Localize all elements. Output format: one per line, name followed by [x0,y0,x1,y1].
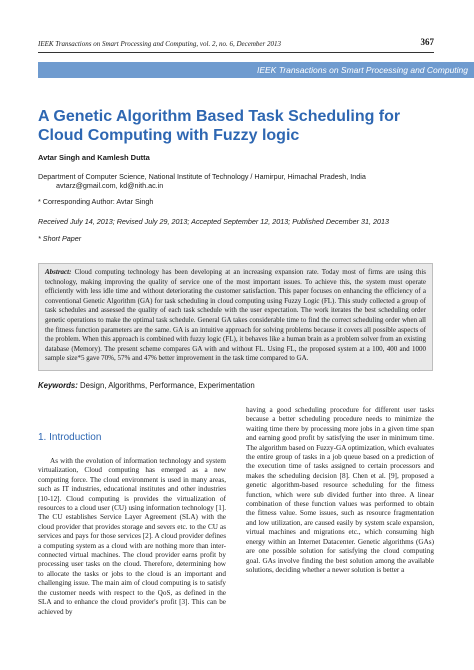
affiliation: Department of Computer Science, National Institute of Technology / Hamirpur, Himachal Pradesh, India [38,172,366,181]
header-rule [38,52,434,53]
body-column-left [38,457,226,657]
intro-paragraph-continued: having a good scheduling procedure for different user tasks because a better scheduling procedure needs to minimize the waiting time there by processing more jobs in a given time span and earning good profit by satisfying the user in minimum time. The algorithm based on Fuzzy-GA optimization, which evaluates the entire group of tasks in a job queue based on a prediction of the execution time of tasks assigned to certain processors and makes the scheduling decision [8]. Chen et al. [9], proposed a genetic algorithm-based resource scheduling for the fitness function, which were sub divided further into three. A linear combination of these function values was performed to obtain the fitness value. Some issues, such as resource fragmentation and low utilization, are caused easily by system scale expansion, virtual machines and migrations etc., which consuming high energy within an Internet Datacenter. Genetic algorithms (GAs) are one possible solution for satisfying the cloud computing goal. GAs involve finding the best solution among the available solutions, deciding whether a newer solution is better a [246,406,434,574]
body-column-right [246,406,434,656]
abstract-text: Cloud computing technology has been developing at an increasing expansion rate. Today most of firms are using this technology, making improving the quality of service one of the most important issues. To achieve this, the system must operate efficiently with less idle time and without deteriorating the customer satisfaction. This paper focuses on enhancing the efficiency of a conventional Genetic Algorithm (GA) for task scheduling in cloud computing using Fuzzy Logic (FL). This study collected a group of task schedules and assessed the quality of each task schedule with the user expectation. The work iterates the best scheduling order genetic operations to make the optimal task schedule. General GA takes considerable time to find the correct scheduling order when all the fitness function parameters are the same. GA is an intuitive approach for solving problems because it covers all possible aspects of the problem. When this approach is combined with fuzzy logic (FL), it behaves like a human brain as a problem solver from an existing database (Memory). The present scheme compares GA with and without FL. Using FL, the proposed system at a 100, 400 and 1000 sample size*5 gave 70%, 57% and 47% better improvement in the task time compared to GA. [45,268,427,363]
page-number: 367 [420,37,434,47]
intro-paragraph: As with the evolution of information technology and system virtualization, Cloud computing has emerged as a new computing force. The cloud environment is used in many areas, such as IT industries, educational institutes and other industries [10-12]. Cloud computing is provides the virtualization of resources to a cloud user (CU) using information technology [1]. The CU establishes Service Layer Agreement (SLA) with the cloud provider that provides storage and severs etc. to the CU as services and pays for those services [2]. A cloud provider defines a computing system as a cloud with are nothing more than inter-connected virtual machines. The cloud provider earns profit by processing user tasks on the cloud. Therefore, determining how to allocate the tasks or jobs to the cloud is an important and challenging issue. The main aim of cloud computing is to satisfy the customer needs with respect to the QoS, as defined in the SLA and to enhance the cloud provider's profit [3]. This can be achieved by [38,457,226,616]
publication-dates: Received July 14, 2013; Revised July 29, 2013; Accepted September 12, 2013; Published December 31, 2013 [38,217,389,226]
affiliation-block [38,172,366,190]
abstract-box [38,263,433,371]
journal-banner: IEEK Transactions on Smart Processing and Computing [38,62,474,78]
keywords-line [38,381,255,390]
paper-type: * Short Paper [38,234,82,243]
author-list: Avtar Singh and Kamlesh Dutta [38,153,150,162]
paper-title: A Genetic Algorithm Based Task Scheduling for Cloud Computing with Fuzzy logic [38,108,401,144]
corresponding-author: * Corresponding Author: Avtar Singh [38,197,154,206]
keywords-label: Keywords: [38,381,78,390]
abstract-label: Abstract: [45,268,72,276]
section-heading-introduction: 1. Introduction [38,432,102,443]
running-head: IEEK Transactions on Smart Processing and Computing, vol. 2, no. 6, December 2013 [38,40,281,48]
keywords-text: Design, Algorithms, Performance, Experimentation [80,381,255,390]
author-emails: avtarz@gmail.com, kd@nith.ac.in [56,181,164,190]
